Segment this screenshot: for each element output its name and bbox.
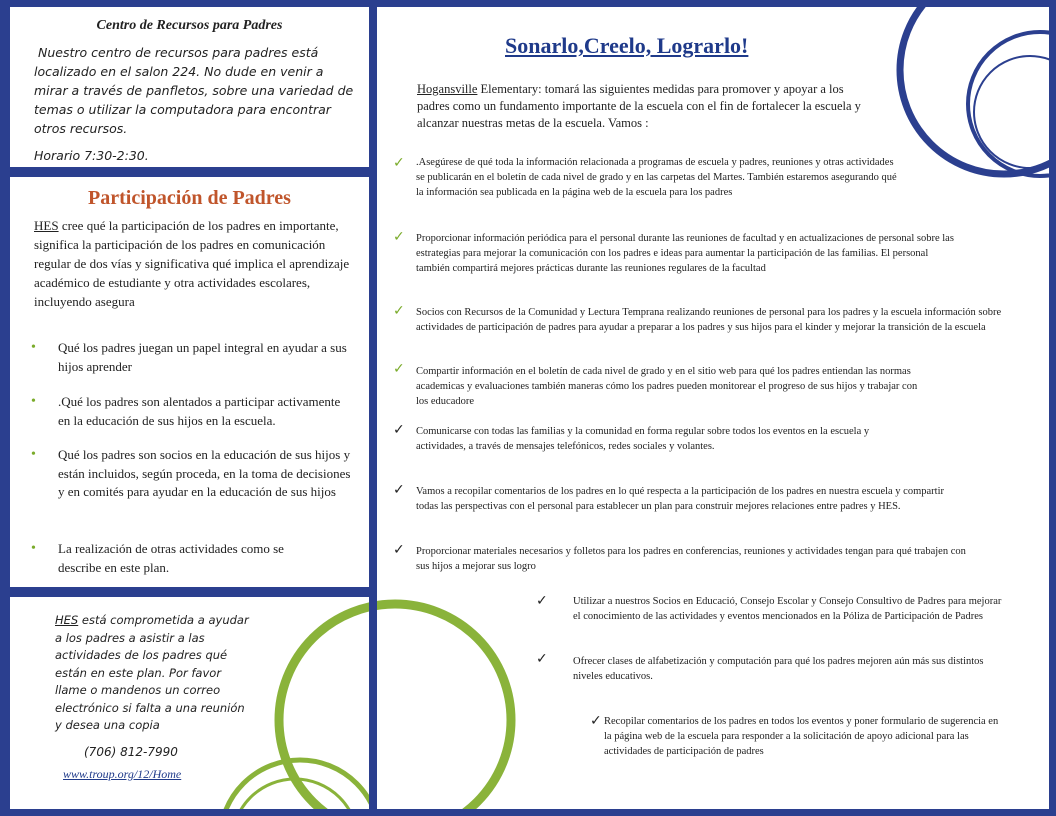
participation-bullet: La realización de otras actividades como se describe en este plan. bbox=[58, 541, 284, 575]
main-intro-text: Elementary: tomará las siguientes medidas para promover y apoyar a los padres como un fundamento importante de la escuela con el fin de fortalecer la escuela y alcanzar nuestras metas de la escuela. Vamos : bbox=[417, 82, 861, 130]
action-item: Proporcionar información periódica para el personal durante las reuniones de facultad y en actualizaciones de personal sobre las estrategias para mejorar la comunicación con los padres e ideas para aumentar la participación de las familias. El personal también compartirá mejores prácticas durante las reuniones regulares de la facultad bbox=[416, 233, 954, 274]
school-name: Hogansville bbox=[417, 82, 478, 96]
check-icon: ✓ bbox=[393, 542, 405, 558]
action-item: Comunicarse con todas las familias y la comunidad en forma regular sobre todos los eventos en la escuela y actividades, a través de mensajes telefónicos, redes sociales y volantes. bbox=[416, 426, 870, 452]
contact-phone: (706) 812-7990 bbox=[84, 745, 178, 759]
participation-title: Participación de Padres bbox=[88, 187, 291, 209]
check-icon: ✓ bbox=[393, 229, 405, 245]
resource-center-hours: Horario 7:30-2:30. bbox=[34, 148, 149, 163]
participation-bullet: Qué los padres juegan un papel integral en ayudar a sus hijos aprender bbox=[58, 340, 347, 374]
check-icon: ✓ bbox=[536, 593, 548, 609]
action-item: Proporcionar materiales necesarios y folletos para los padres en conferencias, reuniones y actividades tengan para qué trabajen con sus hijos a mejorar sus logro bbox=[416, 546, 966, 572]
check-icon: ✓ bbox=[393, 361, 405, 377]
action-item: Vamos a recopilar comentarios de los padres en lo qué respecta a la participación de los padres en nuestra escuela y compartir todas las perspectivas con el personal para establecer un plan para construir mejores relaciones entre padres y HES. bbox=[416, 486, 944, 512]
check-icon: ✓ bbox=[393, 422, 405, 438]
check-icon: ✓ bbox=[590, 713, 602, 729]
resource-center-body: Nuestro centro de recursos para padres está localizado en el salon 224. No dude en venir a mirar a través de panfletos, sobre una variedad de temas o utilizar la computadora para encontrar otros recursos. bbox=[34, 45, 354, 136]
action-item: Ofrecer clases de alfabetización y computación para qué los padres mejoren aún más sus distintos niveles educativos. bbox=[573, 656, 984, 682]
main-title: Sonarlo,Creelo, Lograrlo! bbox=[505, 33, 749, 58]
contact-text bbox=[55, 612, 255, 735]
participation-intro-abbr: HES bbox=[34, 218, 59, 233]
bullet-marker: • bbox=[31, 340, 36, 355]
bullet-marker: • bbox=[31, 541, 36, 556]
action-item: Utilizar a nuestros Socios en Educació, Consejo Escolar y Consejo Consultivo de Padres para mejorar el conocimiento de las actividades y eventos mencionados en la Póliza de Participación de Padres bbox=[573, 596, 1002, 622]
participation-bullet: Qué los padres son socios en la educación de sus hijos y están incluidos, según proceda, en la toma de decisiones y en comités para ayudar en la educación de sus hijos bbox=[58, 447, 351, 499]
main-intro bbox=[417, 81, 877, 132]
contact-body: está comprometida a ayudar a los padres a asistir a las actividades de los padres qué están en este plan. Por favor llame o mandenos un correo electrónico si falta a una reunión y desea una copia bbox=[55, 613, 249, 732]
action-item: Recopilar comentarios de los padres en todos los eventos y poner formulario de sugerencia en la página web de la escuela para responder a la solicitación de apoyo adicional para las actividades de participación de padres bbox=[604, 716, 999, 757]
participation-intro-text: cree qué la participación de los padres en importante, significa la participación de los padres en comunicación regular de dos vías y significativa qué implica el aprendizaje académico de estudiante y otra actividades escolares, incluyendo asegura bbox=[34, 218, 350, 309]
bullet-marker: • bbox=[31, 447, 36, 462]
action-item: Socios con Recursos de la Comunidad y Lectura Temprana realizando reuniones de personal para los padres y la escuela información sobre actividades de participación de padres para ayudar a preparar a los padres y sus hijos para el kinder y mejorar la transición de la escuela bbox=[416, 307, 1002, 333]
check-icon: ✓ bbox=[393, 303, 405, 319]
check-icon: ✓ bbox=[393, 155, 405, 171]
contact-abbr: HES bbox=[55, 613, 79, 627]
action-item: .Asegúrese de qué toda la información relacionada a programas de escuela y padres, reuniones y otras actividades se publicarán en el boletín de cada nivel de grado y en las carpetas del Martes. También estaremos asegurando qué la información sea publicada en la página web de la escuela para los padres bbox=[416, 157, 897, 198]
participation-bullet: .Qué los padres son alentados a participar activamente en la educación de sus hijos en la escuela. bbox=[58, 394, 341, 428]
bullet-marker: • bbox=[31, 394, 36, 409]
check-icon: ✓ bbox=[393, 482, 405, 498]
resource-center-title: Centro de Recursos para Padres bbox=[96, 18, 283, 33]
action-item: Compartir información en el boletín de cada nivel de grado y en el sitio web para qué los padres entiendan las normas academicas y evaluaciones también maneras cómo los padres pueden monitorear el progreso de sus hijos y trabajar con los educadore bbox=[416, 366, 918, 407]
website-link[interactable]: www.troup.org/12/Home bbox=[63, 767, 182, 781]
check-icon: ✓ bbox=[536, 651, 548, 667]
